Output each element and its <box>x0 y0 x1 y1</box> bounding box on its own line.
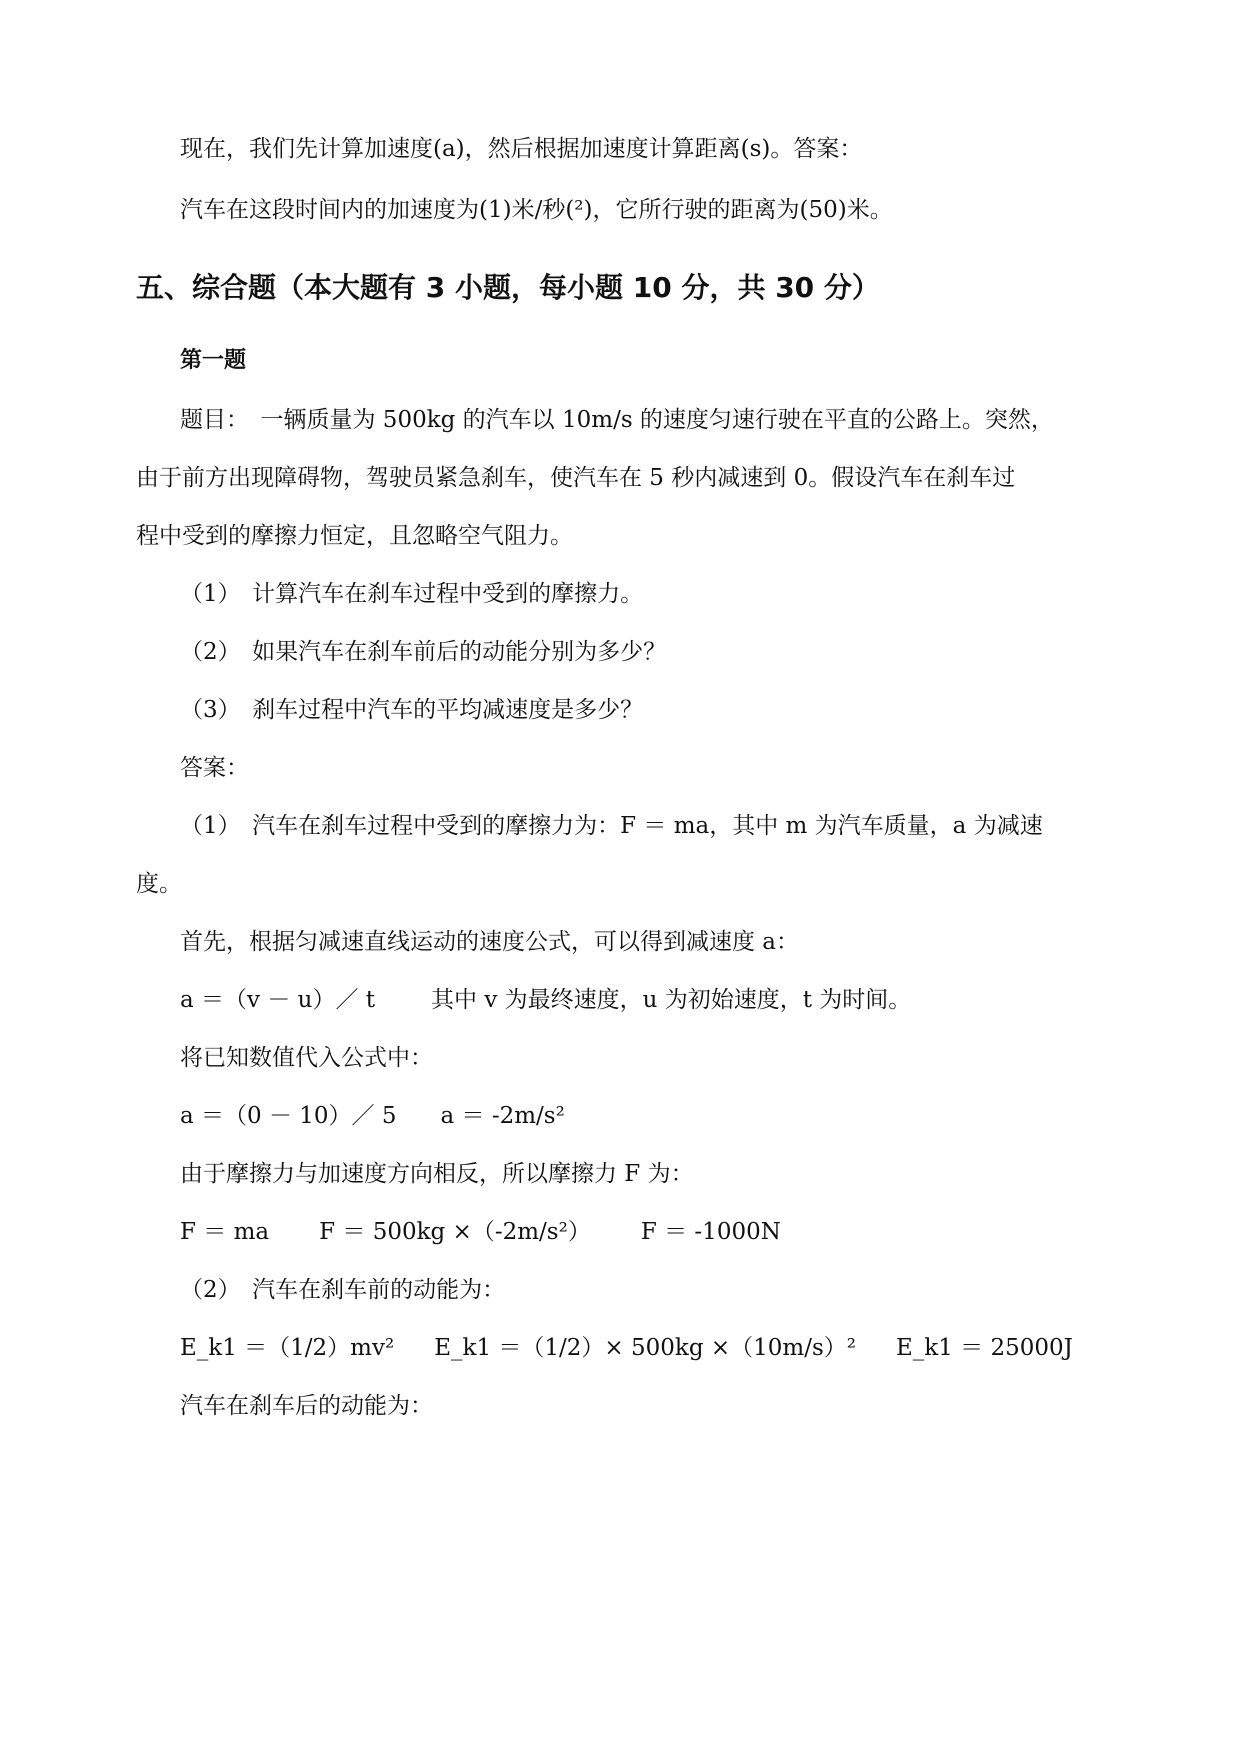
question-title: 第一题 <box>180 348 247 373</box>
formula-line <box>180 1100 565 1132</box>
formula: F ＝ ma <box>180 1219 270 1245</box>
text-line: 现在，我们先计算加速度(a)，然后根据加速度计算距离(s)。答案： <box>180 136 863 162</box>
answer-label: 答案： <box>180 755 249 781</box>
question-text: 程中受到的摩擦力恒定，且忽略空气阻力。 <box>136 523 573 549</box>
sub-question-2: （2） 如果汽车在刹车前后的动能分别为多少？ <box>180 639 667 665</box>
answer-text: 度。 <box>136 871 182 897</box>
answer-text: 由于摩擦力与加速度方向相反，所以摩擦力 F 为： <box>180 1161 694 1187</box>
question-text: 题目： 一辆质量为 500kg 的汽车以 10m/s 的速度匀速行驶在平直的公路上。突然， <box>180 407 1054 433</box>
question-text: 由于前方出现障碍物，驾驶员紧急刹车，使汽车在 5 秒内减速到 0。假设汽车在刹车过 <box>136 465 1016 491</box>
formula-line <box>180 1332 1073 1364</box>
answer-text: 首先，根据匀减速直线运动的速度公式，可以得到减速度 a： <box>180 929 800 955</box>
formula: a ＝（0 － 10）／ 5 <box>180 1103 397 1129</box>
formula: a ＝ -2m/s² <box>440 1103 565 1129</box>
answer-text: 将已知数值代入公式中： <box>180 1045 433 1071</box>
answer-text: 汽车在刹车后的动能为： <box>180 1393 433 1419</box>
formula: E_k1 ＝ 25000J <box>895 1335 1073 1361</box>
formula-note: 其中 v 为最终速度，u 为初始速度，t 为时间。 <box>431 987 912 1013</box>
answer-text: （1） 汽车在刹车过程中受到的摩擦力为：F ＝ ma，其中 m 为汽车质量，a 为减速 <box>180 813 1043 839</box>
section-heading: 五、综合题（本大题有 3 小题，每小题 10 分，共 30 分） <box>136 271 880 304</box>
answer-text: （2） 汽车在刹车前的动能为： <box>180 1277 506 1303</box>
sub-question-1: （1） 计算汽车在刹车过程中受到的摩擦力。 <box>180 581 644 607</box>
formula: E_k1 ＝（1/2）× 500kg ×（10m/s）² <box>434 1335 856 1361</box>
formula: F ＝ 500kg ×（-2m/s²） <box>319 1219 591 1245</box>
formula-line <box>180 984 911 1016</box>
sub-question-3: （3） 刹车过程中汽车的平均减速度是多少？ <box>180 697 644 723</box>
formula: a ＝（v － u）／ t <box>180 987 376 1013</box>
formula: F ＝ -1000N <box>640 1219 781 1245</box>
formula-line <box>180 1216 781 1248</box>
text-line: 汽车在这段时间内的加速度为(1)米/秒(²)，它所行驶的距离为(50)米。 <box>180 197 893 223</box>
formula: E_k1 ＝（1/2）mv² <box>180 1335 395 1361</box>
